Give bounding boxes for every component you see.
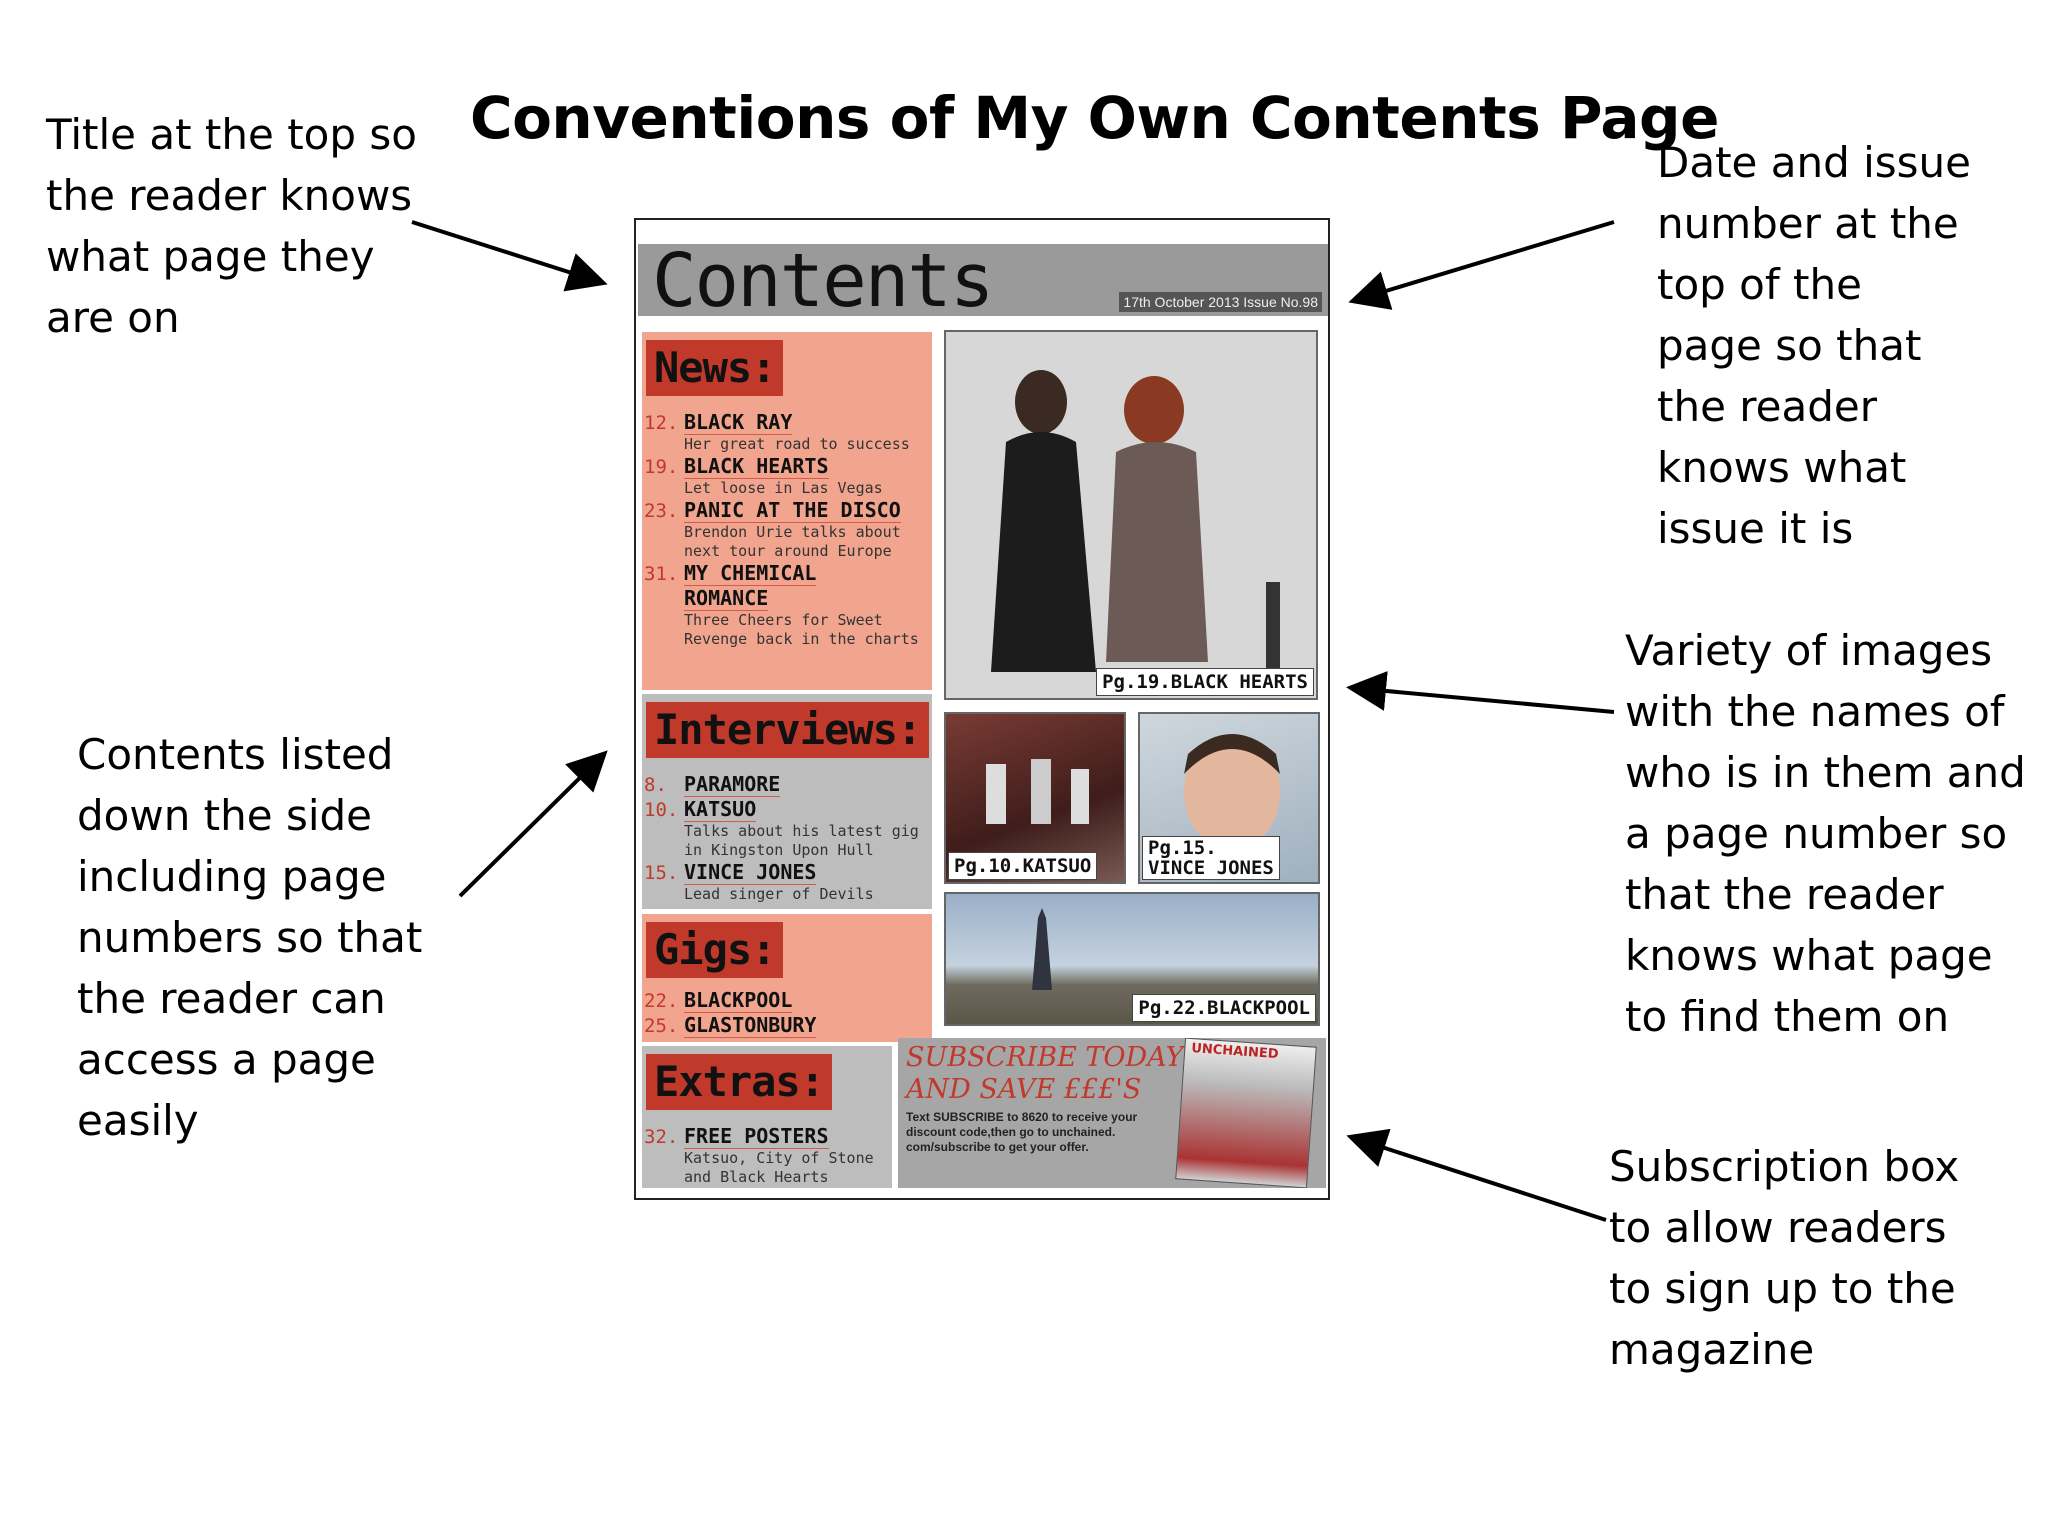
contents-entry xyxy=(644,561,919,586)
section-gigs xyxy=(642,914,932,1042)
caption-vince-jones xyxy=(1142,836,1280,880)
mini-magazine-cover xyxy=(1175,1038,1317,1188)
annotation-line: Variety of images xyxy=(1625,626,1993,675)
section-heading: News: xyxy=(646,340,783,396)
caption-line: Pg.15. xyxy=(1148,837,1217,859)
page-number: 12. xyxy=(644,412,679,434)
contents-entry xyxy=(644,772,919,797)
entry-name: VINCE JONES xyxy=(684,860,817,884)
section-heading: Extras: xyxy=(646,1054,832,1110)
entry-name: BLACKPOOL xyxy=(684,988,793,1012)
entry-name: KATSUO xyxy=(684,797,757,821)
annotation-line: issue it is xyxy=(1657,504,1854,553)
annotation-line: Subscription box xyxy=(1609,1142,1960,1191)
contents-entry xyxy=(644,410,919,435)
annotation-line: are on xyxy=(46,293,180,342)
entry-description: in Kingston Upon Hull xyxy=(684,841,874,859)
annotation-line: with the names of xyxy=(1625,687,2005,736)
mini-cover-title: UNCHAINED xyxy=(1190,1041,1279,1063)
section-list xyxy=(644,988,816,1038)
contents-entry xyxy=(644,797,919,822)
entry-description: and Black Hearts xyxy=(684,1168,829,1186)
subscribe-heading xyxy=(906,1042,1183,1106)
annotation-line: down the side xyxy=(77,791,373,840)
annotation-line: numbers so that xyxy=(77,913,423,962)
date-issue-label: 17th October 2013 Issue No.98 xyxy=(1119,292,1322,312)
photo-vince-jones xyxy=(1138,712,1320,884)
annotation-line: top of the xyxy=(1657,260,1862,309)
annotation-line: the reader xyxy=(1657,382,1877,431)
slide-title: Conventions of My Own Contents Page xyxy=(470,84,1719,152)
section-list xyxy=(644,772,919,904)
section-extras xyxy=(642,1046,892,1188)
annotation-line: knows what xyxy=(1657,443,1907,492)
annotation-line: Title at the top so xyxy=(46,110,417,159)
entry-name: GLASTONBURY xyxy=(684,1013,817,1037)
photo-blackpool xyxy=(944,892,1320,1026)
annotation-line: Contents listed xyxy=(77,730,394,779)
caption-blackpool: Pg.22.BLACKPOOL xyxy=(1132,994,1316,1022)
section-heading: Interviews: xyxy=(646,702,929,758)
entry-description: Three Cheers for Sweet xyxy=(684,611,883,629)
section-news xyxy=(642,332,932,690)
page-number: 8. xyxy=(644,774,667,796)
page-number: 10. xyxy=(644,799,679,821)
subscribe-line: SUBSCRIBE TODAY xyxy=(906,1042,1184,1073)
annotation-line: to find them on xyxy=(1625,992,1950,1041)
contents-entry-continued xyxy=(644,586,919,611)
annotation-line: easily xyxy=(77,1096,199,1145)
entry-name: PARAMORE xyxy=(684,772,781,796)
caption-line: VINCE JONES xyxy=(1148,857,1274,879)
annotation-line: that the reader xyxy=(1625,870,1944,919)
magazine-title: Contents xyxy=(652,238,993,324)
annotation-line: the reader knows xyxy=(46,171,413,220)
section-list xyxy=(644,1124,874,1187)
page-number: 32. xyxy=(644,1126,679,1148)
entry-description: Her great road to success xyxy=(684,435,910,453)
subscribe-line: AND SAVE £££'S xyxy=(906,1074,1142,1105)
page-number: 31. xyxy=(644,563,679,585)
annotation-line: access a page xyxy=(77,1035,376,1084)
entry-description: Lead singer of Devils xyxy=(684,885,874,903)
entry-description: Let loose in Las Vegas xyxy=(684,479,883,497)
entry-name: MY CHEMICAL xyxy=(684,561,817,585)
contents-entry xyxy=(644,1124,874,1149)
page-number: 23. xyxy=(644,500,679,522)
contents-entry xyxy=(644,454,919,479)
entry-name: PANIC AT THE DISCO xyxy=(684,498,901,522)
entry-description: Katsuo, City of Stone xyxy=(684,1149,874,1167)
page-number: 19. xyxy=(644,456,679,478)
arrow-subscription xyxy=(1354,1138,1606,1220)
annotation-line: a page number so xyxy=(1625,809,2008,858)
annotation-line: what page they xyxy=(46,232,375,281)
photo-illustration xyxy=(946,332,1316,698)
magazine-contents-page xyxy=(634,218,1330,1200)
arrow-title xyxy=(412,222,600,282)
section-heading: Gigs: xyxy=(646,922,783,978)
subscribe-text: Text SUBSCRIBE to 8620 to receive your discount code,then go to unchained. com/subscribe to get your offer. xyxy=(906,1110,1138,1154)
contents-entry xyxy=(644,498,919,523)
annotation-line: to sign up to the xyxy=(1609,1264,1956,1313)
annotation-line: including page xyxy=(77,852,387,901)
arrow-date xyxy=(1356,222,1614,300)
arrow-images xyxy=(1354,688,1614,712)
arrow-contents xyxy=(460,756,602,896)
entry-description: Brendon Urie talks about xyxy=(684,523,901,541)
photo-black-hearts xyxy=(944,330,1318,700)
entry-name: FREE POSTERS xyxy=(684,1124,829,1148)
annotation-line: number at the xyxy=(1657,199,1959,248)
entry-name: BLACK HEARTS xyxy=(684,454,829,478)
photo-katsuo xyxy=(944,712,1126,884)
entry-description: Talks about his latest gig xyxy=(684,822,919,840)
section-list xyxy=(644,410,919,649)
annotation-line: page so that xyxy=(1657,321,1922,370)
entry-name: BLACK RAY xyxy=(684,410,793,434)
annotation-line: who is in them and xyxy=(1625,748,2026,797)
section-interviews xyxy=(642,694,932,909)
annotation-line: Date and issue xyxy=(1657,138,1971,187)
annotation-line: the reader can xyxy=(77,974,386,1023)
contents-entry xyxy=(644,988,816,1013)
page-number: 15. xyxy=(644,862,679,884)
contents-entry xyxy=(644,1013,816,1038)
annotation-line: magazine xyxy=(1609,1325,1815,1374)
entry-description: next tour around Europe xyxy=(684,542,892,560)
annotation-line: to allow readers xyxy=(1609,1203,1947,1252)
page-number: 22. xyxy=(644,990,679,1012)
magazine-header xyxy=(638,238,1328,324)
caption-black-hearts: Pg.19.BLACK HEARTS xyxy=(1096,668,1314,696)
caption-katsuo: Pg.10.KATSUO xyxy=(948,852,1097,880)
entry-description: Revenge back in the charts xyxy=(684,630,919,648)
subscription-box xyxy=(898,1038,1326,1188)
page-number: 25. xyxy=(644,1015,679,1037)
annotation-line: knows what page xyxy=(1625,931,1993,980)
contents-entry xyxy=(644,860,919,885)
entry-name: ROMANCE xyxy=(684,586,769,610)
